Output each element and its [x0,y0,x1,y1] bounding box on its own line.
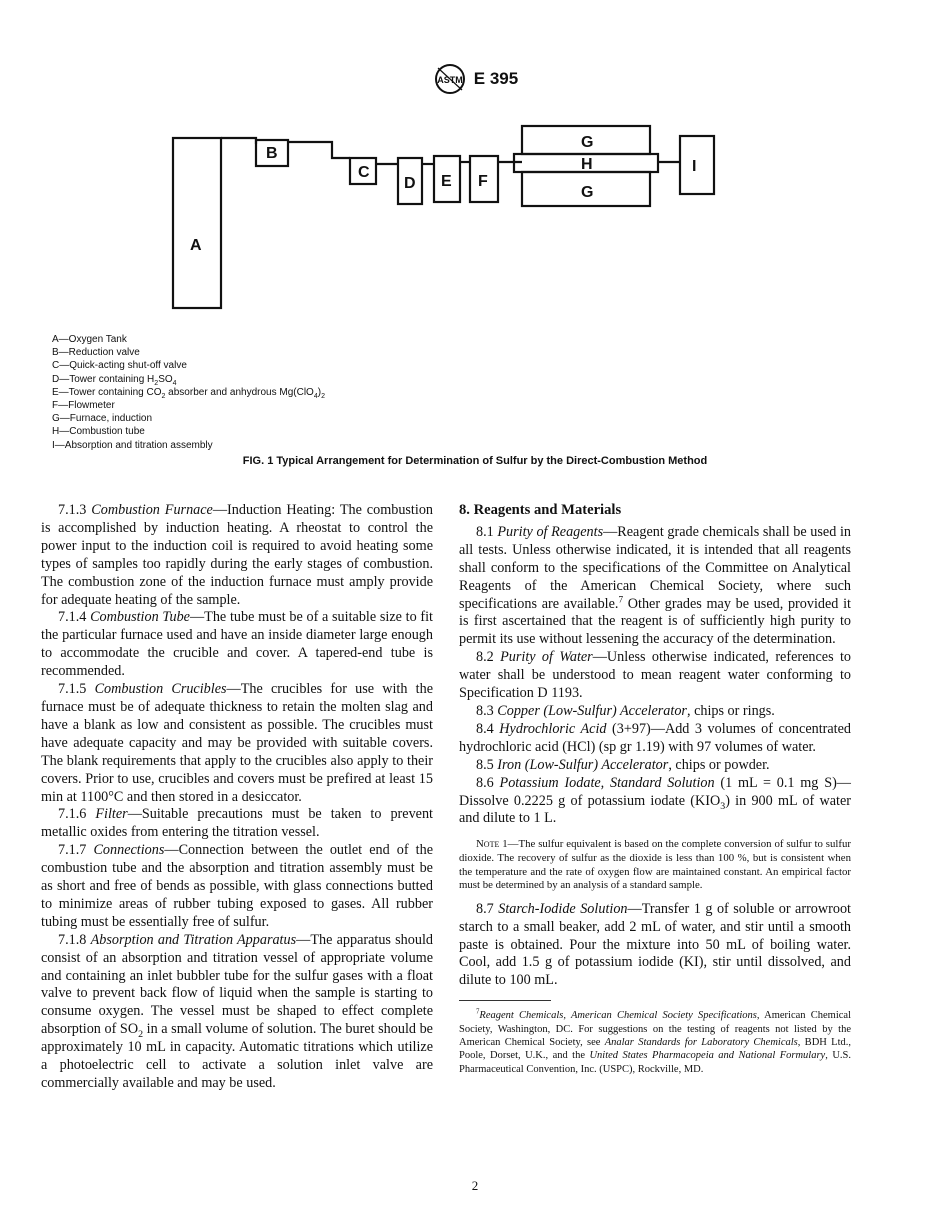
label-g-top: G [581,134,594,151]
note-1: Note 1—The sulfur equivalent is based on the complete conversion of sulfur to sulfur dioxide. The recovery of sulfur as the dioxide is less than 100 %, but is consistent when the temperature and the rate of oxygen flow are maintained constant. An empirical factor must be determined by an analysis of a standard sample. [459,838,851,892]
legend-item: A—Oxygen Tank [52,334,127,345]
assembly-i [680,136,714,194]
section-heading: 8. Reagents and Materials [459,502,622,518]
label-d: D [404,175,416,192]
legend-item: C—Quick-acting shut-off valve [52,360,187,372]
section-7-1-6: 7.1.6 Filter—Suitable precautions must be taken to prevent metallic oxides from entering the titration vessel. [41,806,433,841]
footnote-7: $^7$Reagent Chemicals, American Chemical Society Specifications, American Chemical Society, Washington, DC. For suggestions on the testing of reagents not listed by the American Chemical Society, see Analar Standards for Laboratory Chemicals, BDH Ltd., Poole, Dorset, U.K., and the United States Pharmacopeia and National Formulary, U.S. Pharmaceutical Convention, Inc. (USPC), Rockville, MD. [459,1008,851,1075]
section-8-7: 8.7 Starch-Iodide Solution—Transfer 1 g of soluble or arrowroot starch to a small beaker, add 2 mL of water, and stir until a smooth paste is obtained. Pour the mixture into 50 mL of boiling water. Cool, add 1.5 g of potassium iodide (KI), stir until dissolved, and dilute to 100 mL. [459,900,851,989]
section-8-3: 8.3 Copper (Low-Sulfur) Accelerator, chips or rings. [476,702,775,719]
section-7-1-5: 7.1.5 Combustion Crucibles—The crucibles for use with the furnace must be of adequate thickness to retain the molten slag and have a blank as low and consistent as possible. The crucibles must have adequate capacity and may be provided with suitable covers. The blank requirements that apply to the crucibles also apply to their covers. Prior to use, crucibles and covers must be prefired at least 15 min at 1100°C and then stored in a desiccator. [41,681,433,805]
legend-item: F—Flowmeter [52,400,115,412]
legend-item: H—Combustion tube [52,426,145,438]
right-column [459,502,851,1076]
section-7-1-8: 7.1.8 Absorption and Titration Apparatus—The apparatus should consist of an absorption and titration vessel of appropriate volume and containing an inlet bubbler tube for the sulfur gases with a float valve to prevent back flow of liquid when the sample is starting to consume oxygen. The vessel must be shaped to effect complete absorption of $SO_2$ in a small volume of solution. The buret should be approximately 10 mL in capacity. Automatic titrations which utilize a photoelectric cell to activate a solution inlet valve are commercially available and may be used. [41,931,433,1091]
page-header [0,62,950,96]
legend-item: E—Tower containing $CO_2$ absorber and anhydrous $Mg(ClO_4)_2$ [52,386,325,400]
section-7-1-7: 7.1.7 Connections—Connection between the outlet end of the combustion tube and the absorption and titration assembly must be as short and free of bends as possible, with glass connections butted to minimize areas of rubber tubing exposed to gases. All rubber tubing must be essentially free of sulfur. [41,842,433,930]
label-f: F [478,173,488,190]
section-8-5: 8.5 Iron (Low-Sulfur) Accelerator, chips or powder. [476,756,770,773]
page-number: 2 [471,1178,479,1193]
label-e: E [441,173,452,190]
tank-a [173,138,221,308]
astm-logo [432,62,468,96]
section-7-1-4: 7.1.4 Combustion Tube—The tube must be of a suitable size to fit the particular furnace used and have an inside diameter large enough to accommodate the crucible and cover. A tapered-end tube is recommended. [41,609,433,680]
legend-item: B—Reduction valve [52,347,140,359]
legend-item: D—Tower containing $H_2SO_4$ [52,373,177,387]
logo-text: ASTM [437,75,463,85]
apparatus-diagram [160,118,740,318]
section-8-1: 8.1 Purity of Reagents—Reagent grade chemicals shall be used in all tests. Unless otherwise indicated, it is intended that all reagents shall conform to the specifications of the Committee on Analytical Reagents of the American Chemical Society, where such specifications are available.$^7$ Other grades may be used, provided it is first ascertained that the reagent is of sufficiently high purity to permit its use without lessening the accuracy of the determination. [459,523,851,648]
label-h: H [581,156,593,173]
label-i: I [692,158,697,175]
document-code: E 395 [473,69,519,88]
figure-caption: FIG. 1 Typical Arrangement for Determination of Sulfur by the Direct-Combustion Method [242,455,708,467]
legend-item: I—Absorption and titration assembly [52,439,213,451]
figure-legend [52,333,325,452]
section-8-6: 8.6 Potassium Iodate, Standard Solution (1 mL = 0.1 mg S)—Dissolve 0.2225 g of potassium iodate $(KIO_3)$ in 900 mL of water and dilute to 1 L. [459,774,851,827]
legend-item: G—Furnace, induction [52,413,153,425]
label-c: C [358,164,370,181]
section-8-4: 8.4 Hydrochloric Acid (3+97)—Add 3 volumes of concentrated hydrochloric acid (HCl) (sp gr 1.19) with 97 volumes of water. [459,720,852,755]
section-7-1-3: 7.1.3 Combustion Furnace—Induction Heating: The combustion is accomplished by induction heating. A rheostat to control the power input to the induction coil is required to avoid heating some types of samples too rapidly during the early stages of combustion. The combustion zone of the induction furnace must amply provide for adequate heating of the sample. [41,502,434,608]
label-b: B [266,145,278,162]
line-a-b [221,138,256,144]
left-column [41,502,433,1093]
label-a: A [190,237,202,254]
line-b-c [288,142,350,158]
label-g-bottom: G [581,184,594,201]
section-8-2: 8.2 Purity of Water—Unless otherwise indicated, references to water shall be understood to mean reagent water conforming to Specification D 1193. [459,649,852,702]
footnote-divider [459,1000,551,1001]
